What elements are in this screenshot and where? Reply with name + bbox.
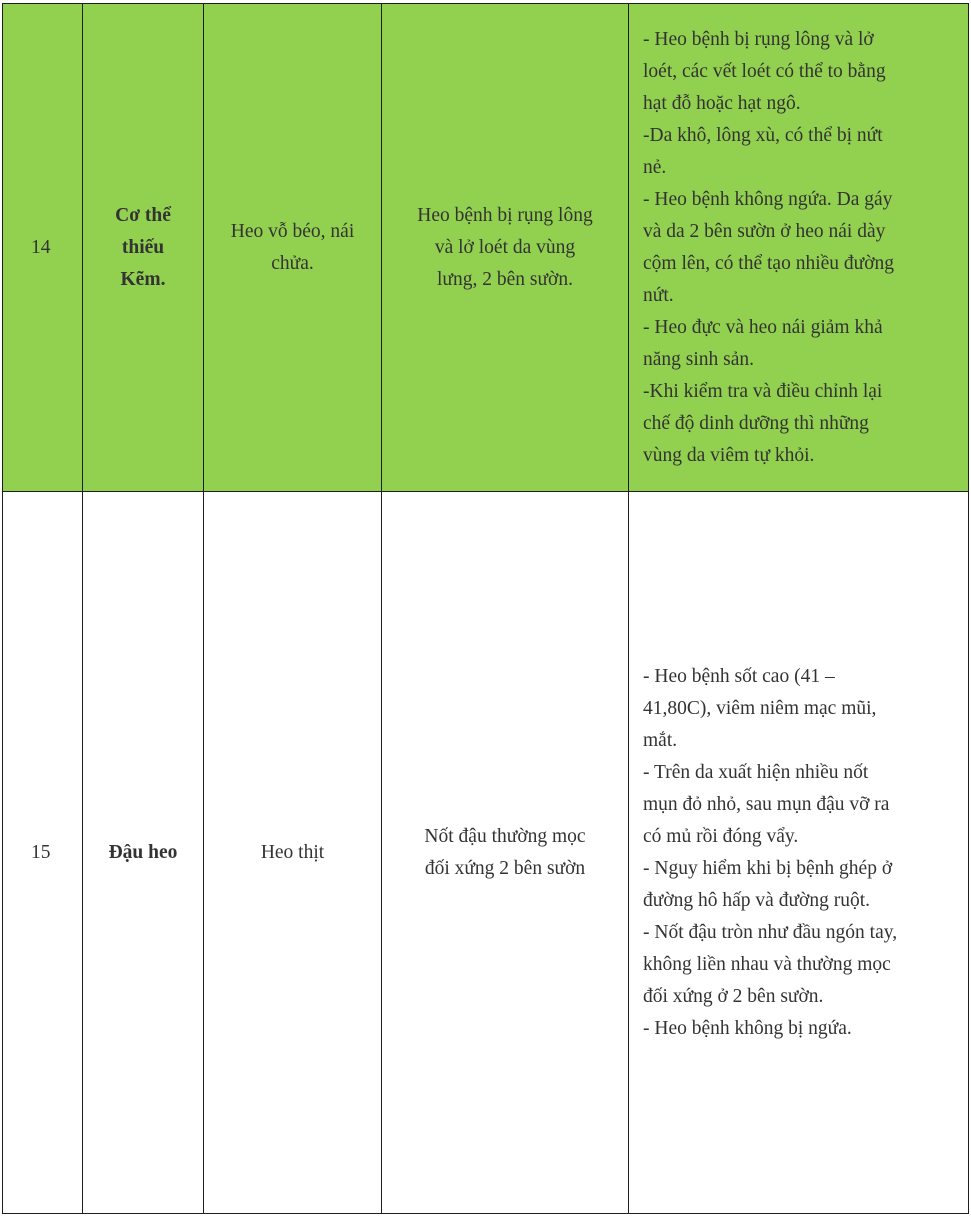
disease-name-line: thiếu: [121, 236, 165, 258]
symptom-line: có mủ rồi đóng vẩy.: [643, 825, 799, 847]
symptom-line: - Heo bệnh không ngứa. Da gáy: [643, 188, 893, 210]
affected-subject-line: Heo thịt: [260, 841, 325, 863]
symptom-line: chế độ dinh dưỡng thì những: [643, 412, 869, 434]
symptom-description-cell: [629, 4, 969, 492]
symptom-line: - Trên da xuất hiện nhiều nốt: [643, 761, 869, 783]
symptom-line: hạt đỗ hoặc hạt ngô.: [643, 92, 801, 114]
affected-subject-line: Heo vỗ béo, nái: [230, 220, 355, 242]
disease-name-line: Cơ thể: [115, 204, 171, 226]
symptom-line: loét, các vết loét có thể to bằng: [643, 60, 886, 82]
symptom-line: mắt.: [643, 729, 678, 751]
symptom-line: không liền nhau và thường mọc: [643, 953, 891, 975]
symptom-line: - Heo bệnh không bị ngứa.: [643, 1017, 852, 1039]
table-row: [3, 4, 969, 492]
symptom-description-cell: [629, 492, 969, 1214]
affected-subject-line: chửa.: [271, 252, 314, 274]
symptom-line: -Khi kiểm tra và điều chỉnh lại: [643, 380, 883, 402]
symptom-line: - Heo bệnh sốt cao (41 –: [643, 665, 835, 687]
skin-sign-line: Nốt đậu thường mọc: [424, 825, 586, 847]
skin-sign-line: lưng, 2 bên sườn.: [437, 268, 573, 290]
skin-sign-line: và lở loét da vùng: [434, 236, 576, 258]
row-number: 15: [31, 841, 51, 863]
table-row: [3, 492, 969, 1214]
symptom-line: - Nguy hiểm khi bị bệnh ghép ở: [643, 857, 893, 879]
symptom-line: vùng da viêm tự khỏi.: [643, 444, 815, 466]
symptom-line: 41,80C), viêm niêm mạc mũi,: [643, 697, 877, 719]
row-number-cell: [3, 492, 83, 1214]
affected-subject-cell: [204, 492, 382, 1214]
disease-name-line: Kẽm.: [120, 268, 166, 290]
skin-sign-cell: [382, 492, 629, 1214]
symptom-line: đối xứng ở 2 bên sườn.: [643, 985, 824, 1007]
symptom-line: và da 2 bên sườn ở heo nái dày: [643, 220, 886, 242]
symptom-line: năng sinh sản.: [643, 348, 755, 370]
symptom-line: - Heo bệnh bị rụng lông và lở: [643, 28, 874, 50]
disease-name-cell: [83, 492, 204, 1214]
symptom-line: nẻ.: [643, 156, 667, 178]
symptom-line: cộm lên, có thể tạo nhiều đường: [643, 252, 895, 274]
symptom-line: đường hô hấp và đường ruột.: [643, 889, 870, 911]
affected-subject-cell: [204, 4, 382, 492]
symptom-line: -Da khô, lông xù, có thể bị nứt: [643, 124, 883, 146]
symptom-line: - Heo đực và heo nái giảm khả: [643, 316, 883, 338]
disease-name-line: Đậu heo: [108, 841, 178, 863]
disease-table: [2, 3, 969, 1214]
disease-name-cell: [83, 4, 204, 492]
symptom-line: nứt.: [643, 284, 674, 306]
skin-sign-cell: [382, 4, 629, 492]
row-number: 14: [31, 236, 51, 258]
skin-sign-line: Heo bệnh bị rụng lông: [417, 204, 593, 226]
symptom-line: mụn đỏ nhỏ, sau mụn đậu vỡ ra: [643, 793, 890, 815]
row-number-cell: [3, 4, 83, 492]
symptom-line: - Nốt đậu tròn như đầu ngón tay,: [643, 921, 898, 943]
skin-sign-line: đối xứng 2 bên sườn: [424, 857, 586, 879]
